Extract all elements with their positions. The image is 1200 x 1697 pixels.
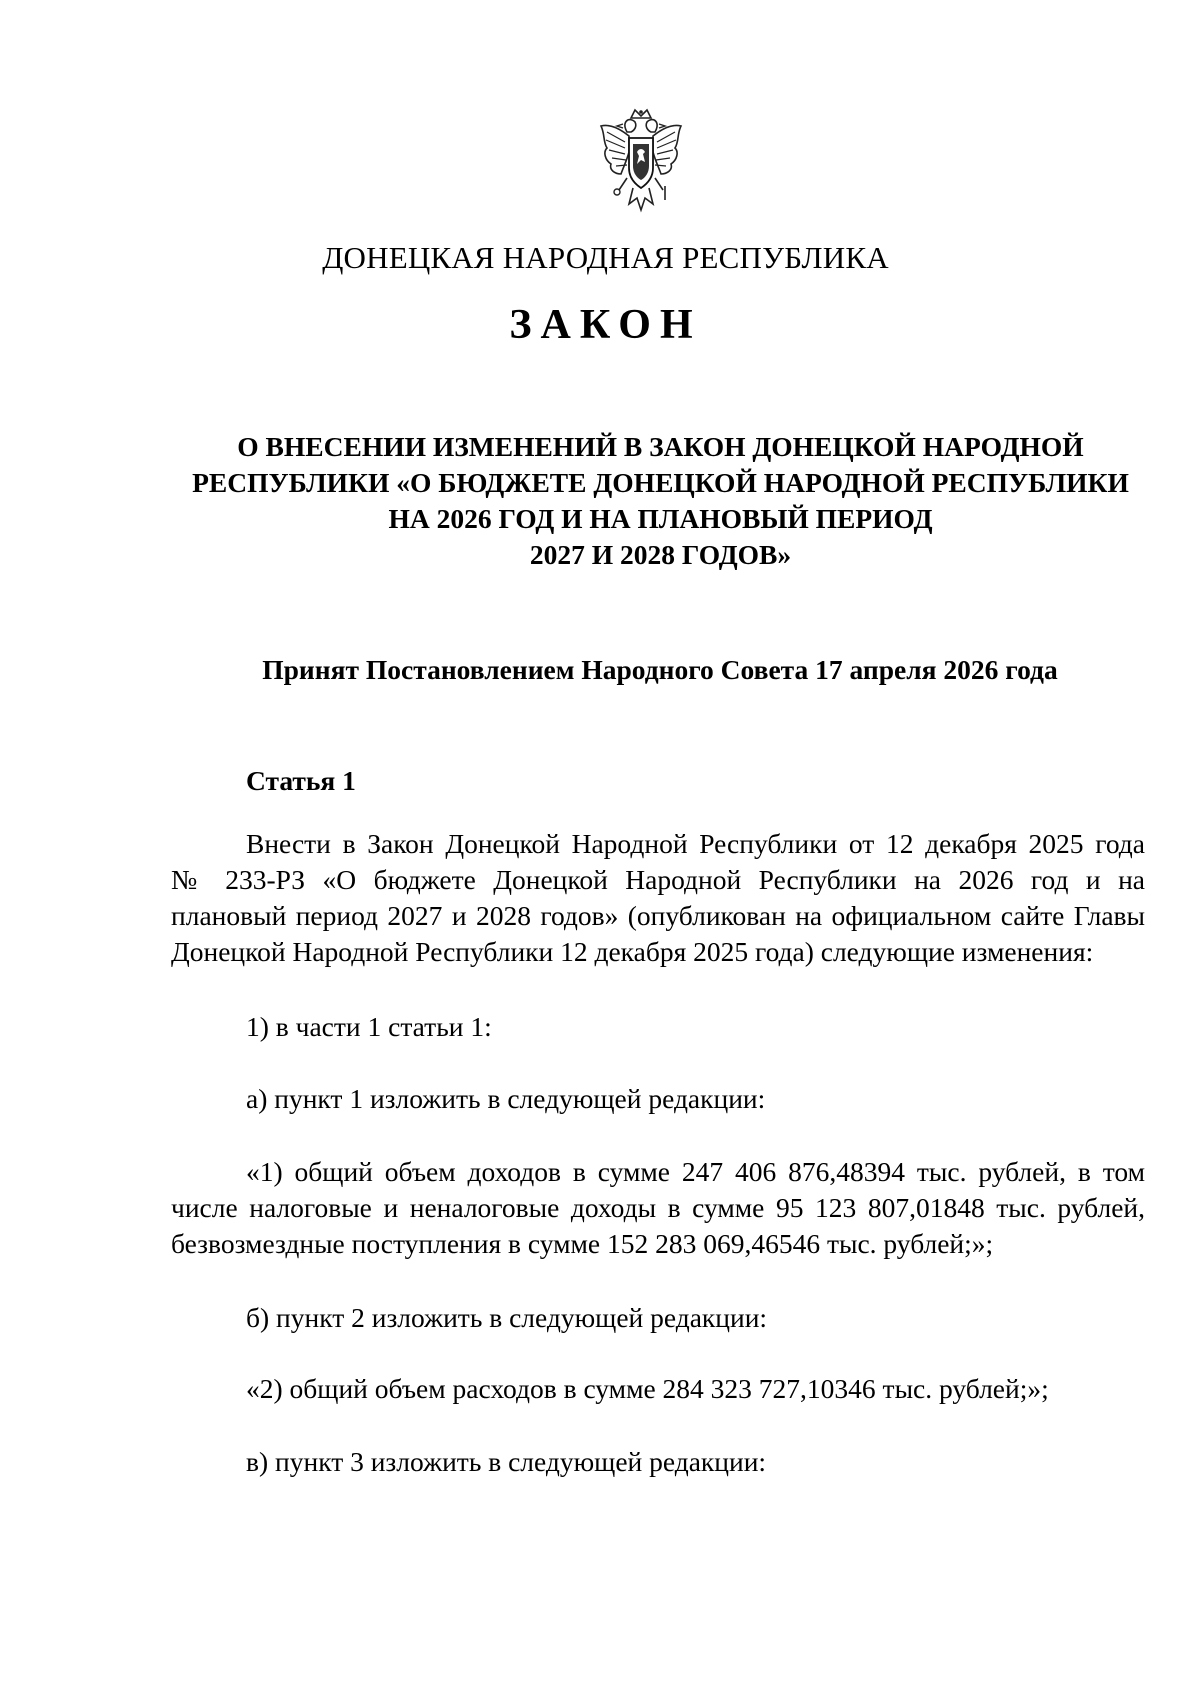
law-title-line: 2027 И 2028 ГОДОВ» (529, 539, 792, 570)
paragraph-line: «1) общий объем доходов в сумме 247 406 876,48394 тыс. рублей, в том (246, 1156, 1145, 1187)
article-intro-paragraph (171, 826, 1145, 970)
article-heading: Статья 1 (246, 765, 356, 796)
paragraph-line: безвозмездные поступления в сумме 152 283 069,46546 тыс. рублей;»; (171, 1228, 994, 1259)
coat-of-arms-icon (597, 108, 685, 216)
paragraph-line: Внести в Закон Донецкой Народной Республики от 12 декабря 2025 года (246, 828, 1145, 859)
list-item-v: в) пункт 3 изложить в следующей редакции: (246, 1446, 767, 1477)
republic-name: ДОНЕЦКАЯ НАРОДНАЯ РЕСПУБЛИКА (322, 240, 889, 275)
list-item-a: а) пункт 1 изложить в следующей редакции: (246, 1083, 766, 1114)
paragraph-line: Донецкой Народной Республики 12 декабря 2025 года) следующие изменения: (171, 936, 1094, 967)
document-type: ЗАКОН (509, 302, 702, 348)
quote-paragraph-2: «2) общий объем расходов в сумме 284 323 727,10346 тыс. рублей;»; (246, 1373, 1049, 1404)
paragraph-line: № 233-РЗ «О бюджете Донецкой Народной Республики на 2026 год и на (171, 864, 1145, 895)
law-title-line: РЕСПУБЛИКИ «О БЮДЖЕТЕ ДОНЕЦКОЙ НАРОДНОЙ РЕСПУБЛИКИ (192, 467, 1129, 498)
list-item-b: б) пункт 2 изложить в следующей редакции: (246, 1302, 768, 1333)
paragraph-line: числе налоговые и неналоговые доходы в сумме 95 123 807,01848 тыс. рублей, (171, 1192, 1145, 1223)
quote-paragraph-1 (171, 1154, 1145, 1262)
paragraph-line: плановый период 2027 и 2028 годов» (опубликован на официальном сайте Главы (171, 900, 1145, 931)
adoption-note: Принят Постановлением Народного Совета 17 апреля 2026 года (262, 654, 1058, 685)
law-title-line: О ВНЕСЕНИИ ИЗМЕНЕНИЙ В ЗАКОН ДОНЕЦКОЙ НАРОДНОЙ (237, 431, 1084, 462)
law-title (160, 429, 1161, 573)
law-title-line: НА 2026 ГОД И НА ПЛАНОВЫЙ ПЕРИОД (388, 503, 933, 534)
list-item-1: 1) в части 1 статьи 1: (246, 1011, 492, 1042)
